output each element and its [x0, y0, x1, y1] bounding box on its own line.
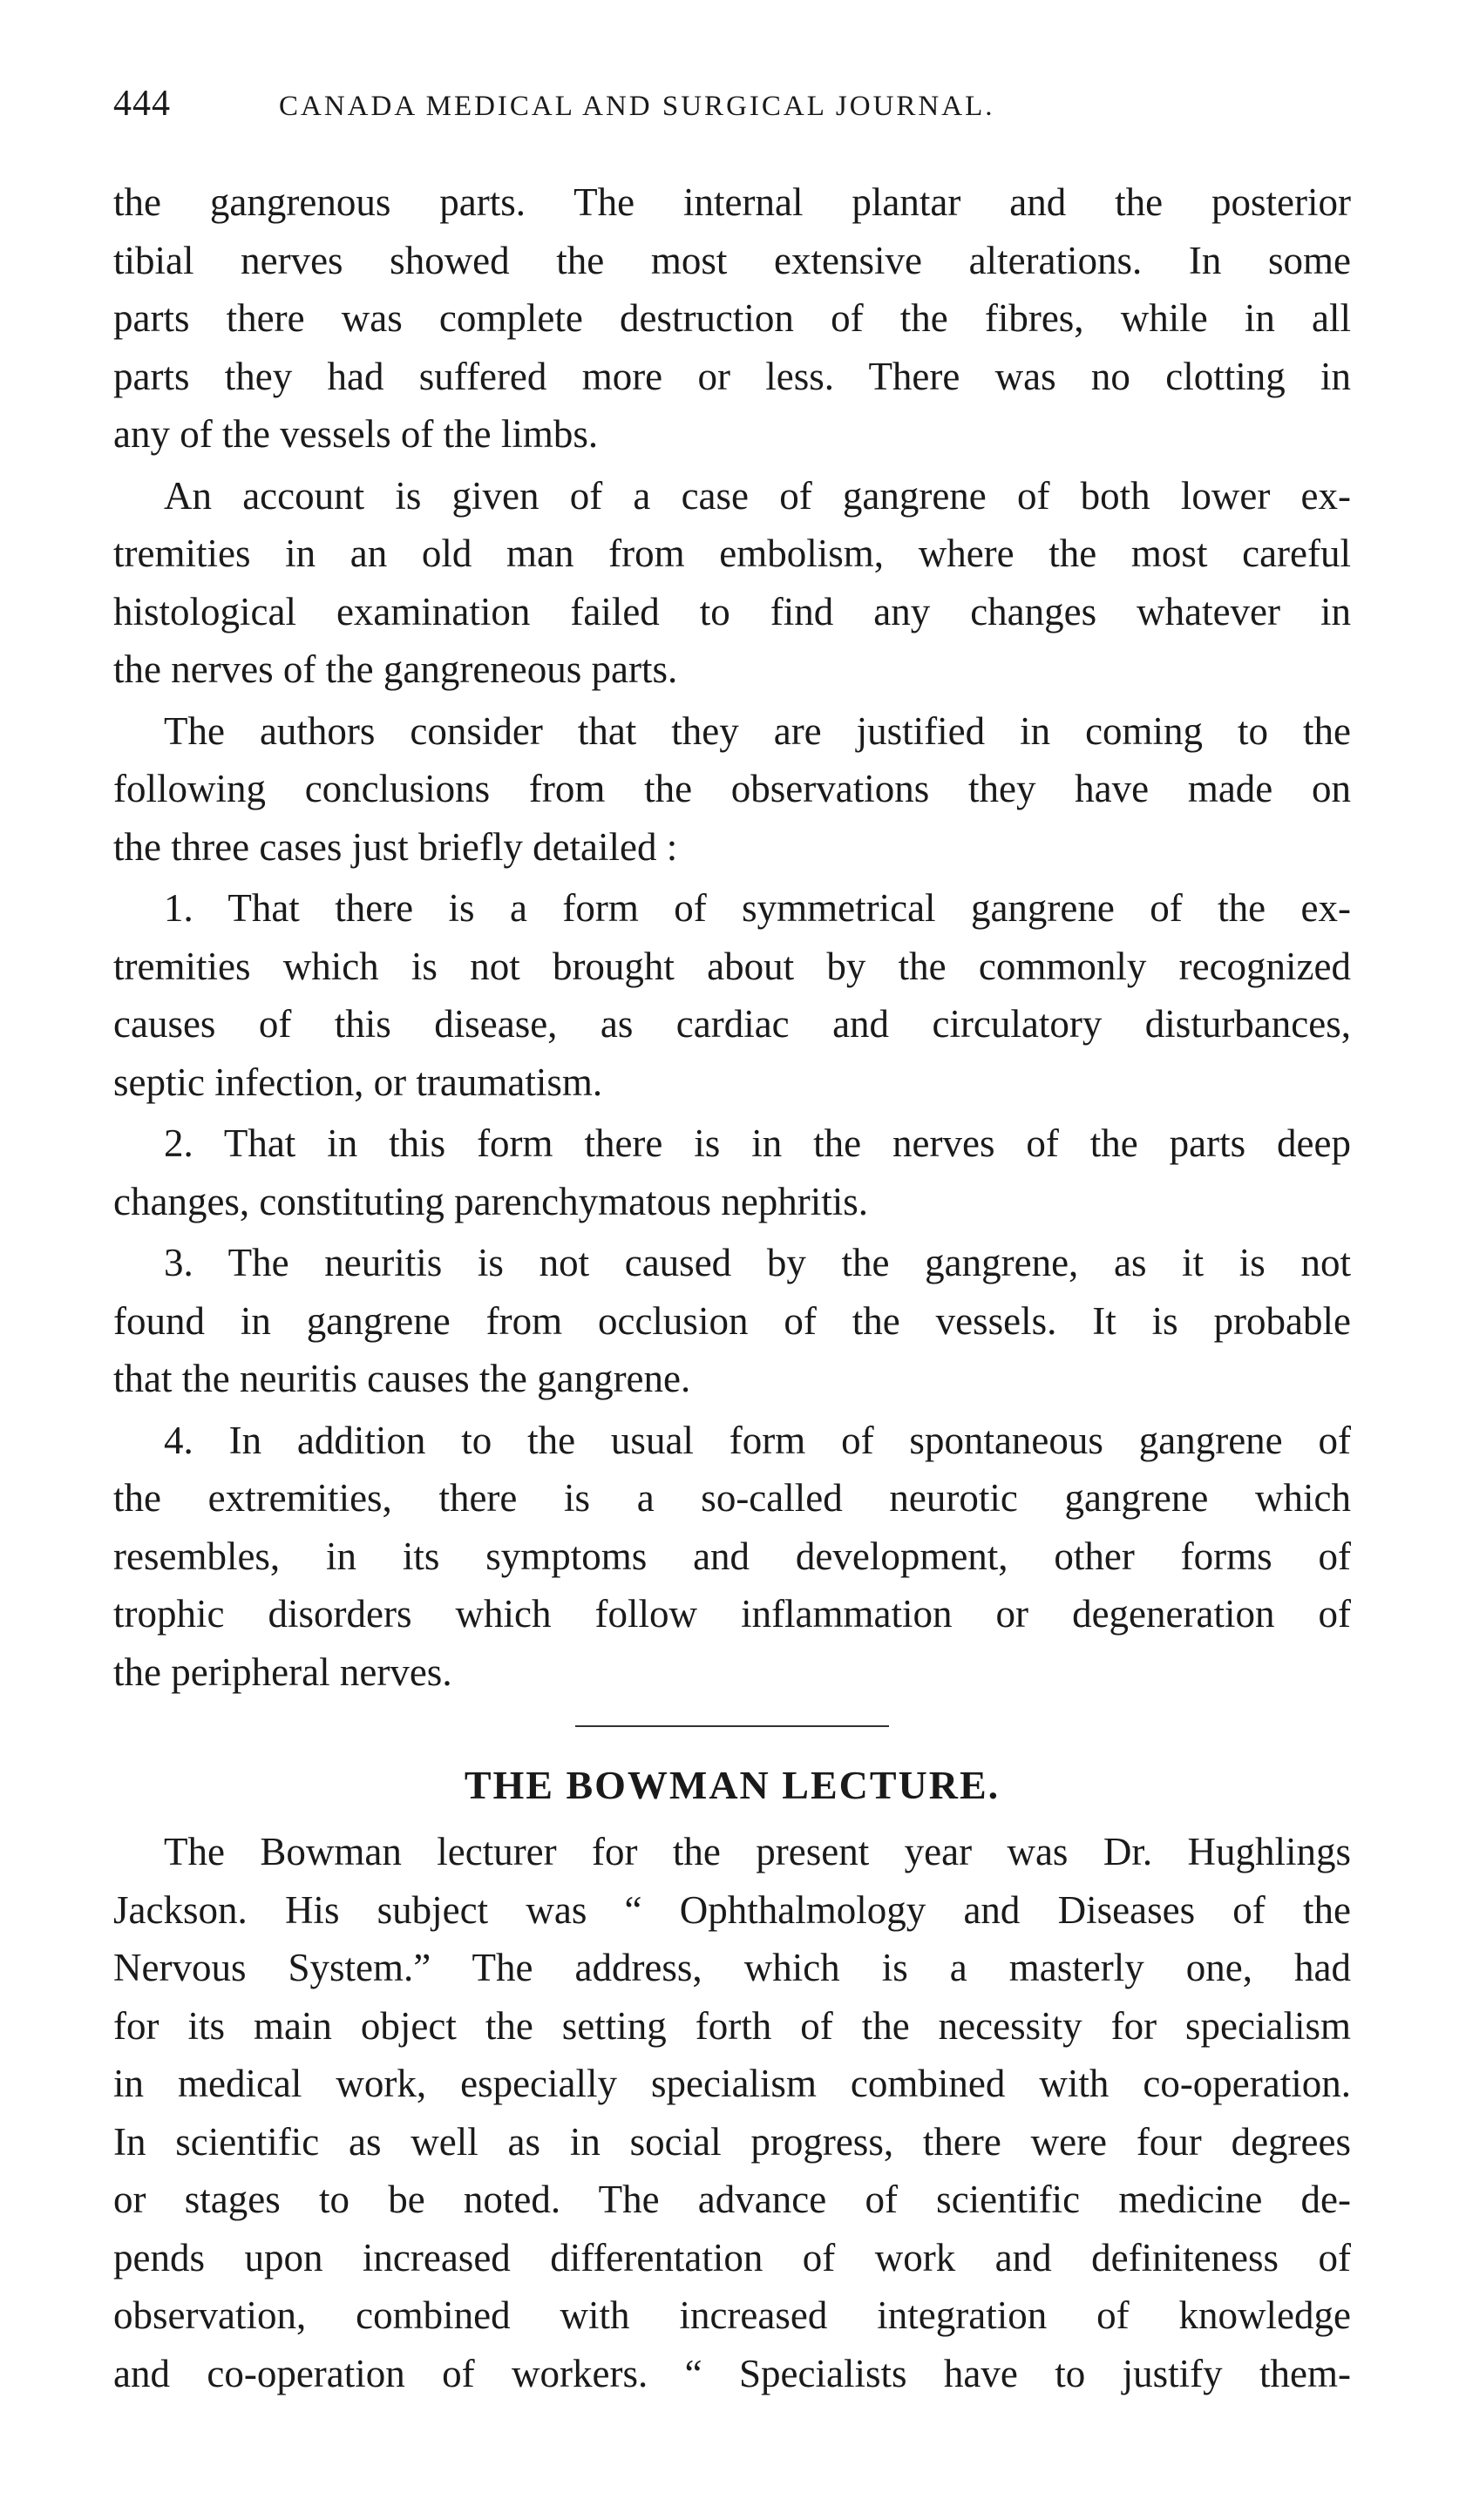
text-line: Jackson. His subject was “ Ophthalmology and Diseases of the — [113, 1887, 1351, 1932]
text-line: In scientific as well as in social progress, there were four degrees — [113, 2119, 1351, 2164]
text-line: 2. That in this form there is in the nerves of the parts deep — [164, 1121, 1351, 1165]
journal-page — [113, 83, 1351, 2406]
text-line: that the neuritis causes the gangrene. — [113, 1357, 691, 1400]
text-line: the extremities, there is a so-called neurotic gangrene which — [113, 1476, 1351, 1520]
conclusion-3 — [113, 1234, 1351, 1408]
text-line: septic infection, or traumatism. — [113, 1060, 603, 1104]
text-line: the nerves of the gangreneous parts. — [113, 647, 678, 691]
text-line: following conclusions from the observations they have made on — [113, 767, 1351, 810]
journal-title: CANADA MEDICAL AND SURGICAL JOURNAL. — [279, 91, 995, 122]
text-line: and co-operation of workers. “ Specialists have to justify them- — [113, 2351, 1351, 2395]
running-head — [113, 83, 1351, 135]
text-line: in medical work, especially specialism combined with co-operation. — [113, 2062, 1351, 2105]
conclusion-4 — [113, 1412, 1351, 1702]
text-line: or stages to be noted. The advance of scientific medicine de- — [113, 2178, 1351, 2221]
text-line: causes of this disease, as cardiac and circulatory disturbances, — [113, 1002, 1351, 1046]
text-line: resembles, in its symptoms and development, other forms of — [113, 1534, 1351, 1578]
text-line: histological examination failed to find any changes whatever in — [113, 589, 1351, 633]
text-line: parts they had suffered more or less. There was no clotting in — [113, 354, 1351, 398]
text-line: 3. The neuritis is not caused by the gangrene, as it is not — [164, 1241, 1351, 1284]
text-line: An account is given of a case of gangrene of both lower ex- — [164, 473, 1351, 518]
text-line: 1. That there is a form of symmetrical gangrene of the ex- — [164, 886, 1351, 930]
text-line: parts there was complete destruction of the fibres, while in all — [113, 296, 1351, 340]
text-line: the gangrenous parts. The internal plantar and the posterior — [113, 180, 1351, 224]
text-line: pends upon increased differentation of work and definiteness of — [113, 2235, 1351, 2280]
text-line: any of the vessels of the limbs. — [113, 412, 599, 456]
text-line: 4. In addition to the usual form of spontaneous gangrene of — [164, 1418, 1351, 1462]
text-line: the three cases just briefly detailed : — [113, 824, 678, 869]
text-line: tibial nerves showed the most extensive alterations. In some — [113, 238, 1351, 282]
conclusion-1 — [113, 879, 1351, 1111]
paragraph-bowman-lecture — [113, 1823, 1351, 2402]
text-line: Nervous System.” The address, which is a masterly one, had — [113, 1946, 1351, 1989]
text-line: found in gangrene from occlusion of the vessels. It is probable — [113, 1298, 1351, 1343]
text-line: The authors consider that they are justified in coming to the — [164, 708, 1351, 753]
text-line: changes, constituting parenchymatous nephritis. — [113, 1179, 869, 1223]
page-number: 444 — [113, 84, 171, 124]
text-line: for its main object the setting forth of the necessity for specialism — [113, 2003, 1351, 2048]
conclusion-2 — [113, 1114, 1351, 1230]
paragraph-embolism-case — [113, 467, 1351, 699]
text-line: tremities which is not brought about by the commonly recognized — [113, 944, 1351, 988]
paragraph-continuation — [113, 173, 1351, 464]
text-line: the peripheral nerves. — [113, 1650, 452, 1694]
text-line: The Bowman lecturer for the present year was Dr. Hughlings — [164, 1830, 1351, 1873]
text-line: observation, combined with increased integration of knowledge — [113, 2293, 1351, 2337]
text-line: trophic disorders which follow inflammation or degeneration of — [113, 1592, 1351, 1636]
section-divider — [575, 1725, 889, 1727]
paragraph-conclusions-intro — [113, 702, 1351, 877]
section-title: THE BOWMAN LECTURE. — [464, 1763, 1001, 1807]
text-line: tremities in an old man from embolism, where the most careful — [113, 532, 1351, 575]
